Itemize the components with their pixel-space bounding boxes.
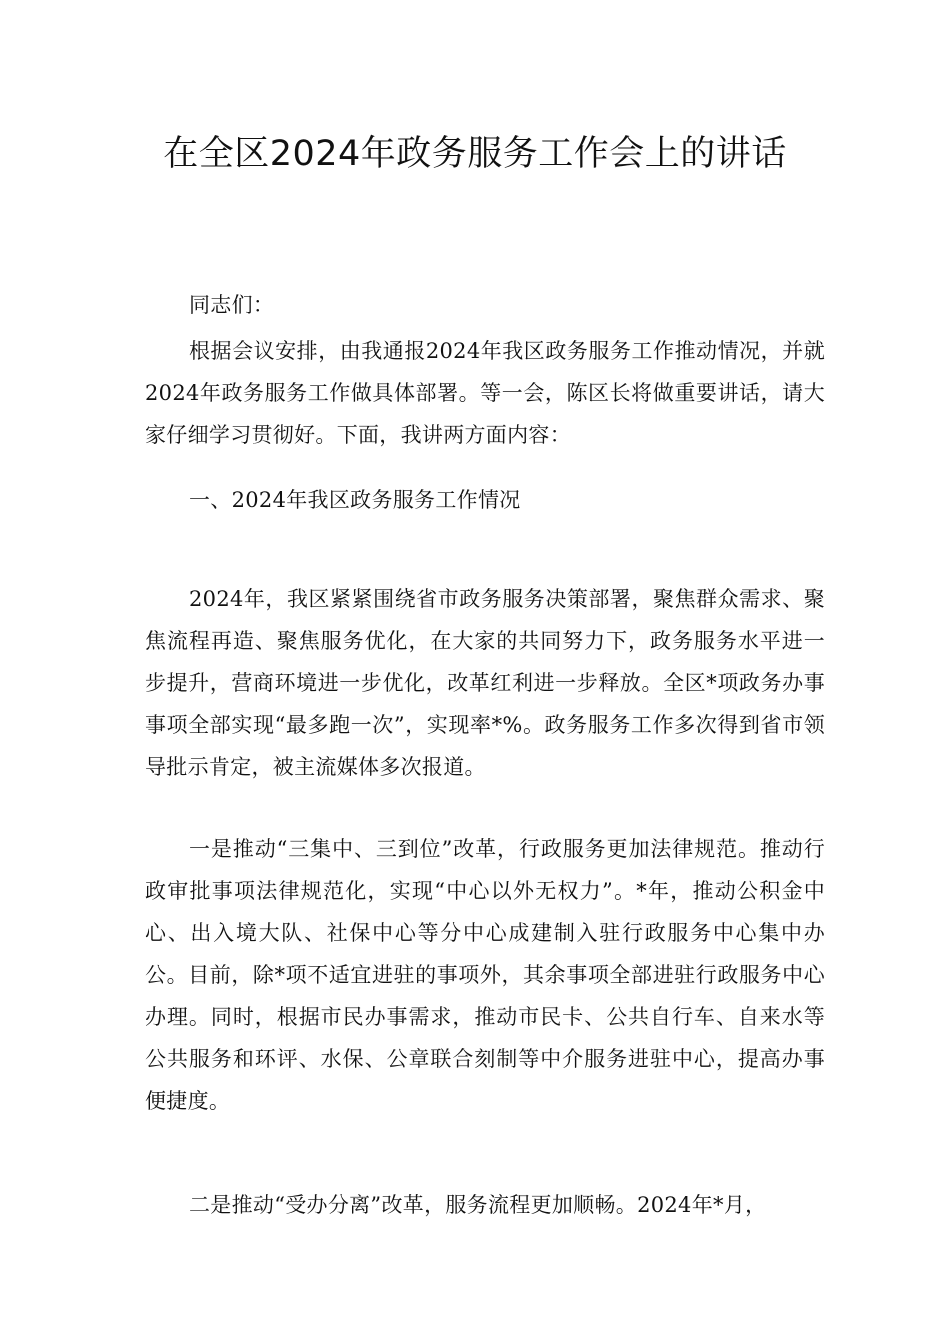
intro-paragraph bbox=[145, 330, 825, 456]
section-heading-text: 一、2024年我区政务服务工作情况 bbox=[189, 488, 521, 512]
intro-text: 根据会议安排，由我通报2024年我区政务服务工作推动情况，并就2024年政务服务工作做具体部署。等一会，陈区长将做重要讲话，请大家仔细学习贯彻好。下面，我讲两方面内容： bbox=[145, 339, 825, 447]
section-heading bbox=[145, 479, 825, 521]
point-one-text: 一是推动“三集中、三到位”改革，行政服务更加法律规范。推动行政审批事项法律规范化，实现“中心以外无权力”。*年，推动公积金中心、出入境大队、社保中心等分中心成建制入驻行政服务中心集中办公。目前，除*项不适宜进驻的事项外，其余事项全部进驻行政服务中心办理。同时，根据市民办事需求，推动市民卡、公共自行车、自来水等公共服务和环评、水保、公章联合刻制等中介服务进驻中心，提高办事便捷度。 bbox=[145, 837, 825, 1113]
overview-text: 2024年，我区紧紧围绕省市政务服务决策部署，聚焦群众需求、聚焦流程再造、聚焦服务优化，在大家的共同努力下，政务服务水平进一步提升，营商环境进一步优化，改革红利进一步释放。全区*项政务办事事项全部实现“最多跑一次”，实现率*%。政务服务工作多次得到省市领导批示肯定，被主流媒体多次报道。 bbox=[145, 587, 825, 779]
point-two-text: 二是推动“受办分离”改革，服务流程更加顺畅。2024年*月， bbox=[189, 1193, 767, 1217]
greeting-paragraph bbox=[145, 284, 825, 326]
greeting-text: 同志们： bbox=[189, 293, 275, 317]
point-two-paragraph bbox=[145, 1184, 825, 1226]
overview-paragraph bbox=[145, 578, 825, 788]
document-title: 在全区2024年政务服务工作会上的讲话 bbox=[163, 134, 787, 174]
point-one-paragraph bbox=[145, 828, 825, 1122]
